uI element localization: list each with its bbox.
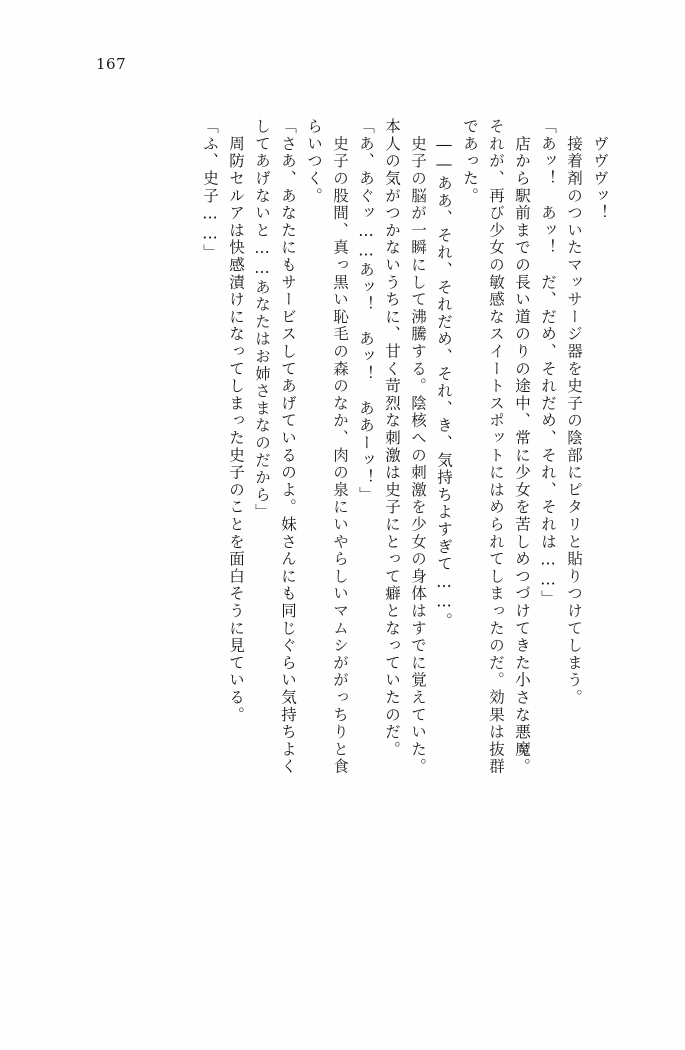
vertical-text-body	[67, 118, 607, 948]
text-column: であった。	[461, 118, 479, 205]
text-column: ――ああ、それ、それだめ、それ、き、気持ちよすぎて……。	[435, 118, 453, 630]
text-column: ヴヴヴッ！	[591, 118, 609, 222]
text-column: 接着剤のついたマッサージ器を史子の陰部にピタリと貼りつけてしまう。	[565, 118, 583, 707]
text-column: 店から駅前までの長い道のりの途中、常に少女を苦しめつづけてきた小さな悪魔。	[513, 118, 531, 776]
text-column: 「さあ、あなたにもサービスしてあげているのよ。妹さんにも同じぐらい気持ちよく	[279, 118, 297, 776]
text-column: 周防セルアは快感漬けになってしまった史子のことを面白そうに見ている。	[227, 118, 245, 724]
text-column: 「あッ！ あッ！ だ、だめ、それだめ、それ、それは……」	[539, 118, 557, 608]
text-column: 史子の脳が一瞬にして沸騰する。陰核への刺激を少女の身体はすでに覚えていた。	[409, 118, 427, 776]
text-column: 「あ、あぐッ……あッ！ あッ！ ああーッ！」	[357, 118, 375, 504]
text-column: らいつく。	[305, 118, 323, 205]
text-column: 史子の股間、真っ黒い恥毛の森のなか、肉の泉にいやらしいマムシががっちりと食	[331, 118, 349, 776]
text-column: してあげないと……あなたはお姉さまなのだから」	[253, 118, 271, 521]
text-column: 本人の気がつかないうちに、甘く苛烈な刺激は史子にとって癖となっていたのだ。	[383, 118, 401, 759]
page-number: 167	[96, 55, 127, 73]
text-column: それが、再び少女の敏感なスイートスポットにはめられてしまったのだ。効果は抜群	[487, 118, 505, 776]
text-column: 「ふ、史子……」	[201, 118, 219, 262]
